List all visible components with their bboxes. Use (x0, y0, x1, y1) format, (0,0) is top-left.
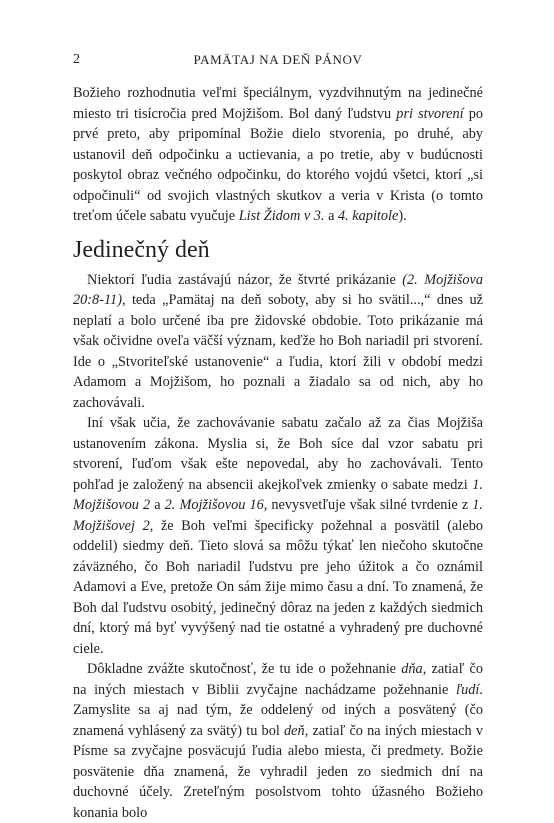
italic-text: deň (284, 722, 305, 739)
paragraph (73, 83, 483, 227)
page-header (73, 52, 483, 72)
page-body (73, 83, 483, 823)
page-number: 2 (73, 52, 81, 67)
text-run: , nevysvetľuje však silné tvrdenie z (263, 497, 473, 513)
text-run: Dôkladne zvážte skutočnosť, že tu ide o požehnanie (87, 661, 402, 677)
paragraph (73, 659, 483, 823)
text-run: Niektorí ľudia zastávajú názor, že štvrté prikázanie (87, 271, 403, 288)
text-run: , že Boh veľmi špecificky požehnal a posvätil (alebo oddelil) siedmy deň. Tieto slová sa môžu týkať len niečoho skutočne záväzného, čo Boh nariadil ľudstvu pre jeho úžitok a čo oznámil Adamovi a Eve, pretože On sám žije mimo času a dní. To znamená, že Boh dal ľudstvu osobitý, jedinečný dôraz na jeden z každých siedmich dní, ktorý má byť vyvýšený nad tie ostatné a vyhradený pre duchovné ciele. (73, 517, 483, 657)
text-run: a (150, 497, 165, 513)
italic-text: dňa (401, 661, 423, 677)
italic-text: pri stvorení (396, 105, 464, 122)
italic-text: 4. kapitole (338, 208, 399, 224)
text-run: ). (398, 208, 407, 224)
italic-text: (2. Mojžišova 20:8-11) (73, 271, 483, 308)
section-heading: Jedinečný deň (73, 236, 210, 263)
paragraph (73, 270, 483, 414)
italic-text: 1. Mojžišovou 2 (73, 476, 483, 513)
text-run: , zatiaľ čo na iných miestach v Písme sa zvyčajne posväcujú ľudia alebo miesta, či predmety. Božie posvätenie dňa znamená, že vyhradil jeden zo siedmich dní na duchovné účely. Zreteľným posolstvom tohto úžasného Božieho konania bolo (73, 722, 483, 821)
text-run: , zatiaľ čo na iných miestach v Biblii zvyčajne nachádzame požehnanie (73, 661, 483, 698)
text-run: . Zamyslite sa aj nad tým, že oddelený od iných a posvätený (čo znamená vyhlásený za svätý) tu bol (73, 681, 483, 739)
running-head: PAMÄTAJ NA DEŇ PÁNOV (193, 52, 363, 67)
italic-text: 1. Mojžišovej 2 (73, 497, 483, 534)
text-run: Božieho rozhodnutia veľmi špeciálnym, vyzdvihnutým na jedinečné miesto tri tisícročia pred Mojžišom. Bol daný ľudstvu (73, 85, 483, 122)
text-run: , teda „Pamätaj na deň soboty, aby si ho svätil...,“ dnes už neplatí a bolo určené iba pre židovské obdobie. Toto prikázanie má však očividne oveľa väčší význam, keďže ho Boh nariadil pri stvorení. Ide o „Stvoriteľské ustanovenie“ a ľudia, ktorí žili v období medzi Adamom a Mojžišom, ho poznali a žiadalo sa od nich, aby ho zachovávali. (73, 292, 483, 411)
text-run: Iní však učia, že zachovávanie sabatu začalo až za čias Mojžiša ustanovením zákona. Myslia si, že Boh síce dal vzor sabatu pri stvorení, ľuďom však ešte nepovedal, aby ho zachovávali. Tento pohľad je založený na absencii akejkoľvek zmienky o sabate medzi (73, 415, 483, 493)
text-run: po prvé preto, aby pripomínal Božie dielo stvorenia, po druhé, aby ustanovil deň odpočinku a uctievania, a po tretie, aby v budúcnosti poskytol obraz večného odpočinku, do ktorého vojdú všetci, ktorí „si odpočinuli“ od svojich vlastných skutkov a veria v Krista (o tomto treťom účele sabatu vyučuje (73, 105, 483, 224)
italic-text: 2. Mojžišovou 16 (164, 497, 264, 513)
italic-text: List Židom v 3. (238, 208, 325, 224)
text-run: a (324, 208, 338, 224)
italic-text: ľudí (455, 681, 480, 698)
paragraph (73, 413, 483, 659)
